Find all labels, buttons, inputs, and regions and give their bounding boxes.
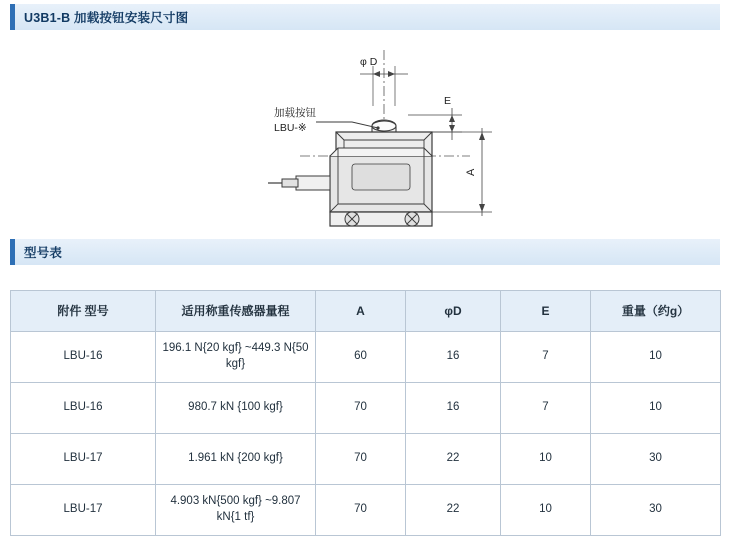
callout-label-line2: LBU-※ <box>274 122 307 134</box>
cell-e: 10 <box>501 485 591 536</box>
cell-a: 70 <box>316 485 406 536</box>
model-table-wrapper <box>10 290 720 536</box>
label-a: A <box>465 168 477 176</box>
cell-range: 1.961 kN {200 kgf} <box>156 434 316 485</box>
cell-model: LBU-17 <box>11 485 156 536</box>
col-header-model: 附件 型号 <box>11 291 156 332</box>
cell-a: 70 <box>316 434 406 485</box>
label-e: E <box>444 95 452 107</box>
cell-weight: 10 <box>591 383 721 434</box>
cell-phid: 16 <box>406 332 501 383</box>
cell-model: LBU-16 <box>11 332 156 383</box>
cell-model: LBU-16 <box>11 383 156 434</box>
model-table <box>10 290 721 536</box>
table-row <box>11 332 721 383</box>
table-row <box>11 485 721 536</box>
col-header-phid: φD <box>406 291 501 332</box>
cell-weight: 30 <box>591 485 721 536</box>
cell-range: 980.7 kN {100 kgf} <box>156 383 316 434</box>
cell-range: 4.903 kN{500 kgf} ~9.807 kN{1 tf} <box>156 485 316 536</box>
cell-e: 7 <box>501 383 591 434</box>
section-title-dimensions: U3B1-B 加载按钮安装尺寸图 <box>24 11 189 25</box>
cell-e: 10 <box>501 434 591 485</box>
cell-range: 196.1 N{20 kgf} ~449.3 N{50 kgf} <box>156 332 316 383</box>
cell-e: 7 <box>501 332 591 383</box>
label-phi-d: φ D <box>360 56 378 68</box>
col-header-weight: 重量（约g） <box>591 291 721 332</box>
callout-label-line1: 加载按钮 <box>274 107 316 119</box>
cell-phid: 22 <box>406 485 501 536</box>
cell-phid: 22 <box>406 434 501 485</box>
cell-model: LBU-17 <box>11 434 156 485</box>
section-title-model-table: 型号表 <box>24 246 63 260</box>
col-header-a: A <box>316 291 406 332</box>
cell-a: 60 <box>316 332 406 383</box>
dimension-drawing <box>0 36 730 232</box>
section-header-model-table <box>10 239 720 265</box>
col-header-e: E <box>501 291 591 332</box>
cell-phid: 16 <box>406 383 501 434</box>
cell-weight: 30 <box>591 434 721 485</box>
cell-a: 70 <box>316 383 406 434</box>
table-row <box>11 434 721 485</box>
col-header-range: 适用称重传感器量程 <box>156 291 316 332</box>
table-header-row <box>11 291 721 332</box>
section-header-dimensions <box>10 4 720 30</box>
cell-weight: 10 <box>591 332 721 383</box>
table-row <box>11 383 721 434</box>
